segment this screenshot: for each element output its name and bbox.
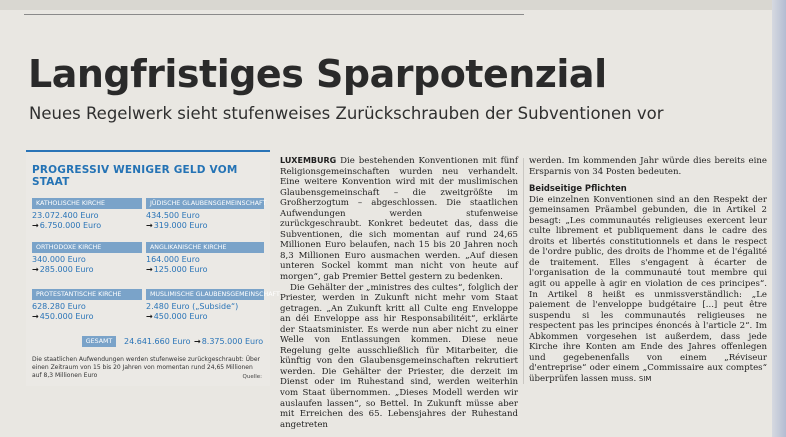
arrow-icon: → bbox=[146, 221, 153, 230]
subheadline: Neues Regelwerk sieht stufenweises Zurückschrauben der Subventionen vor bbox=[29, 104, 664, 123]
arrow-icon: → bbox=[32, 312, 39, 321]
future-amount: →285.000 Euro bbox=[32, 265, 94, 274]
arrow-icon: → bbox=[32, 265, 39, 274]
arrow-icon: → bbox=[32, 221, 39, 230]
page-edge bbox=[772, 0, 786, 437]
paragraph: Die einzelnen Konventionen sind an den Respekt der gemeinsamen Präambel gebunden, die in Artikel 2 besagt: „Les communautés religieuses exercent leur culte librement et publiquement dans le cadre des droits et libertés constitutionnels et dans le respect de l'ordre public, des droits de l'homme et de l'égalité de traitement. Elles s'engagent à écarter de l'organisation de la communauté tout membre qui agit ou appelle à agir en violation de ces principes“. In Artikel 8 heißt es unmissverständlich: „Le paiement de l'enveloppe budgétaire [...] peut être suspendu si les communautés religieuses ne respectent pas les principes énoncés à l'article 2“. Im Abkommen vorgesehen ist außerdem, dass jede Kirche ihre Konten am Ende des Jahres offenlegen und gegebenenfalls von einem „Réviseur d'entreprise“ oder einem „Commissaire aux comptes“ überprüfen lassen muss. SIM bbox=[529, 194, 767, 384]
column-divider bbox=[523, 158, 524, 384]
group-label: KATHOLISCHE KIRCHE bbox=[32, 198, 142, 209]
total-row bbox=[26, 335, 270, 349]
total-label: GESAMT bbox=[82, 336, 116, 347]
total-current: 24.641.660 Euro bbox=[124, 337, 191, 346]
current-amount: 434.500 Euro bbox=[146, 211, 200, 220]
group-label: PROTESTANTISCHE KIRCHE bbox=[32, 289, 142, 300]
paragraph: werden. Im kommenden Jahr würde dies bereits eine Ersparnis von 34 Posten bedeuten. bbox=[529, 156, 767, 177]
current-amount: 2.480 Euro („Subside“) bbox=[146, 302, 239, 311]
divider bbox=[24, 14, 524, 15]
future-amount: →125.000 Euro bbox=[146, 265, 208, 274]
group-label: ORTHODOXE KIRCHE bbox=[32, 242, 142, 253]
article-column-1 bbox=[280, 156, 518, 430]
article-column-2 bbox=[529, 156, 767, 384]
current-amount: 23.072.400 Euro bbox=[32, 211, 99, 220]
section-heading: Beidseitige Pflichten bbox=[529, 183, 627, 194]
future-amount: →450.000 Euro bbox=[146, 312, 208, 321]
group-label: ANGLIKANISCHE KIRCHE bbox=[146, 242, 264, 253]
lead-paragraph: LUXEMBURG Die bestehenden Konventionen mit fünf Religionsgemeinschaften wurden neu verhandelt. Eine weitere Konvention wird mit der muslimischen Glaubensgemeinschaft – die zweitgrößte im Großherzogtum – abgeschlossen. Die staatlichen Aufwendungen werden stufenweise zurückgeschraubt. Konkret bedeutet das, dass die Subventionen, die sich momentan auf rund 24,65 Millionen Euro belaufen, nach 15 bis 20 Jahren noch 8,3 Millionen Euro ausmachen werden. „Auf diesen unteren Sockel kommt man nicht von heute auf morgen“, gab Premier Bettel gestern zu bedenken. bbox=[280, 156, 519, 283]
current-amount: 340.000 Euro bbox=[32, 255, 86, 264]
infobox-note: Die staatlichen Aufwendungen werden stufenweise zurückgeschraubt: Über einen Zeitraum von 15 bis 20 Jahren von momentan rund 24,65 Millionen auf 8,3 Millionen Euro bbox=[32, 356, 261, 379]
author-signature: SIM bbox=[638, 374, 652, 383]
previous-article-edge bbox=[0, 0, 786, 10]
arrow-icon: → bbox=[146, 265, 153, 274]
arrow-icon: → bbox=[194, 337, 201, 346]
infobox bbox=[26, 150, 280, 386]
paragraph: Die Gehälter der „ministres des cultes“, folglich der Priester, werden in Zukunft nicht mehr vom Staat getragen. „An Zukunft kritt all Culte eng Enveloppe an déi Enveloppe ass hir Responsabilitéit“, erklärte der Staatsminister. Es werde nun aber nicht zu einer Welle von Entlassungen kommen. Diese neue Regelung gelte ausschließlich für Mitarbeiter, die künftig von den Glaubensgemeinschaften rekrutiert werden. Die Gehälter der Priester, die derzeit im Dienst oder im Ruhestand sind, werden weiterhin vom Staat übernommen. „Dieses Modell werden wir auslaufen lassen“, so Bettel. In Zukunft müsse aber mit Erreichen des 65. Lebensjahres der Ruhestand angetreten bbox=[280, 282, 518, 430]
future-amount: →6.750.000 Euro bbox=[32, 221, 102, 230]
source-credit: Quelle: bbox=[242, 374, 262, 380]
dateline: LUXEMBURG bbox=[280, 156, 337, 165]
total-future: →8.375.000 Euro bbox=[194, 337, 264, 346]
current-amount: 628.280 Euro bbox=[32, 302, 86, 311]
infobox-title: PROGRESSIV WENIGER GELD VOM STAAT bbox=[32, 164, 238, 188]
arrow-icon: → bbox=[146, 312, 153, 321]
group-label: MUSLIMISCHE GLAUBENSGEMEINSCHAFT bbox=[146, 289, 264, 300]
group-label: JÜDISCHE GLAUBENSGEMEINSCHAFT bbox=[146, 198, 264, 209]
future-amount: →319.000 Euro bbox=[146, 221, 208, 230]
headline: Langfristiges Sparpotenzial bbox=[28, 52, 607, 96]
current-amount: 164.000 Euro bbox=[146, 255, 200, 264]
future-amount: →450.000 Euro bbox=[32, 312, 94, 321]
